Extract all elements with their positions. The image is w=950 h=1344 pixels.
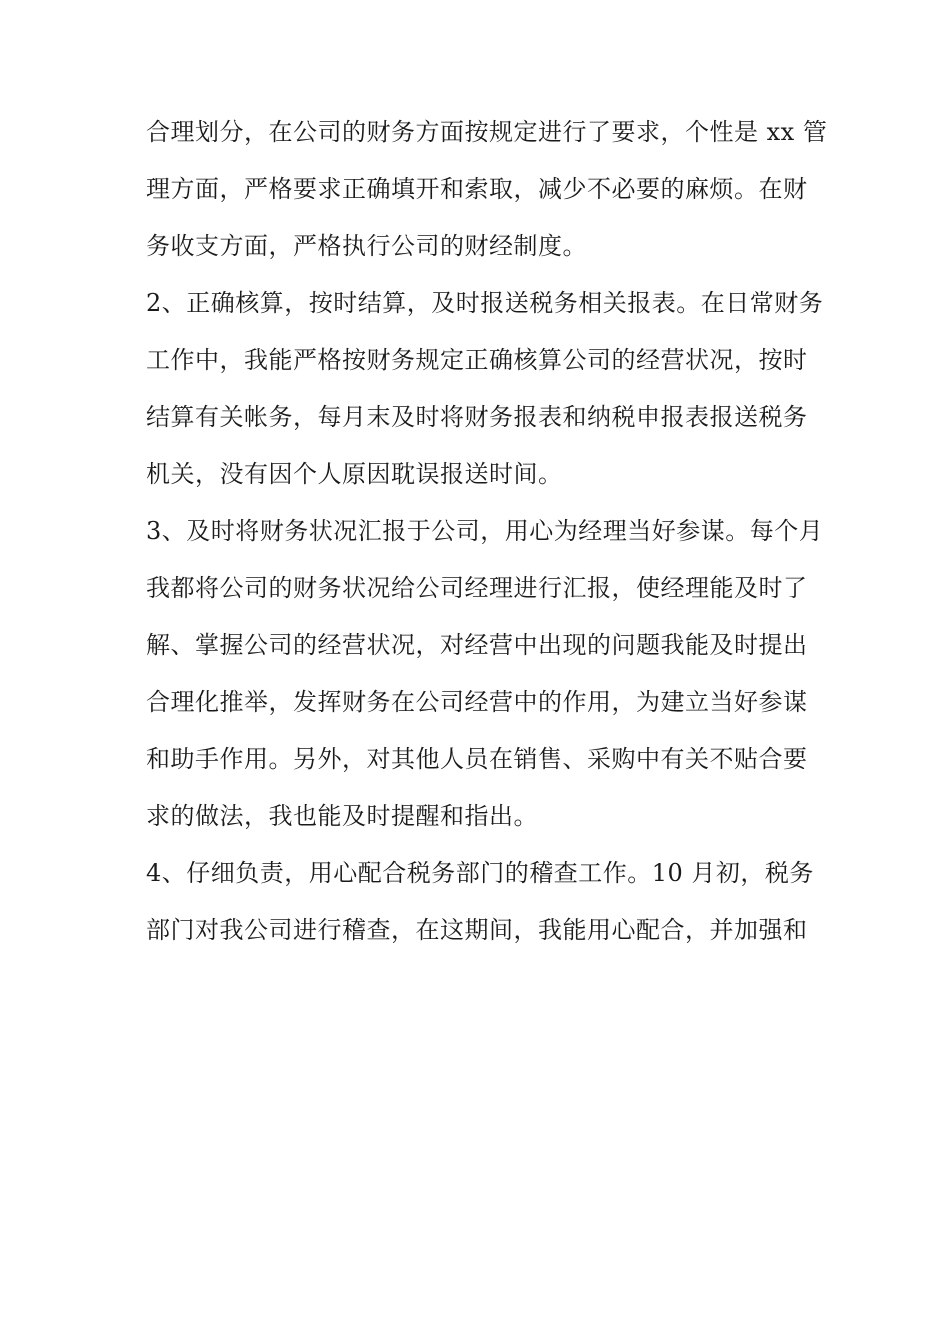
text-line: 部门对我公司进行稽查，在这期间，我能用心配合，并加强和	[146, 916, 808, 944]
text-line: 我都将公司的财务状况给公司经理进行汇报，使经理能及时了	[146, 574, 808, 602]
text-line: 结算有关帐务，每月末及时将财务报表和纳税申报表报送税务	[146, 403, 808, 431]
text-line: 和助手作用。另外，对其他人员在销售、采购中有关不贴合要	[146, 745, 808, 773]
text-line: 理方面，严格要求正确填开和索取，减少不必要的麻烦。在财	[146, 175, 808, 203]
text-line: 机关，没有因个人原因耽误报送时间。	[146, 460, 563, 488]
text-line: 务收支方面，严格执行公司的财经制度。	[146, 232, 587, 260]
text-line: 求的做法，我也能及时提醒和指出。	[146, 802, 538, 830]
text-line: 2、正确核算，按时结算，及时报送税务相关报表。在日常财务	[146, 289, 824, 317]
text-line: 4、仔细负责，用心配合税务部门的稽查工作。10 月初，税务	[146, 859, 814, 887]
text-line: 合理化推举，发挥财务在公司经营中的作用，为建立当好参谋	[146, 688, 808, 716]
text-line: 解、掌握公司的经营状况，对经营中出现的问题我能及时提出	[146, 631, 808, 659]
body-text	[146, 104, 826, 959]
text-line: 工作中，我能严格按财务规定正确核算公司的经营状况，按时	[146, 346, 808, 374]
text-line: 合理划分，在公司的财务方面按规定进行了要求，个性是 xx 管	[146, 118, 828, 146]
text-line: 3、及时将财务状况汇报于公司，用心为经理当好参谋。每个月	[146, 517, 824, 545]
